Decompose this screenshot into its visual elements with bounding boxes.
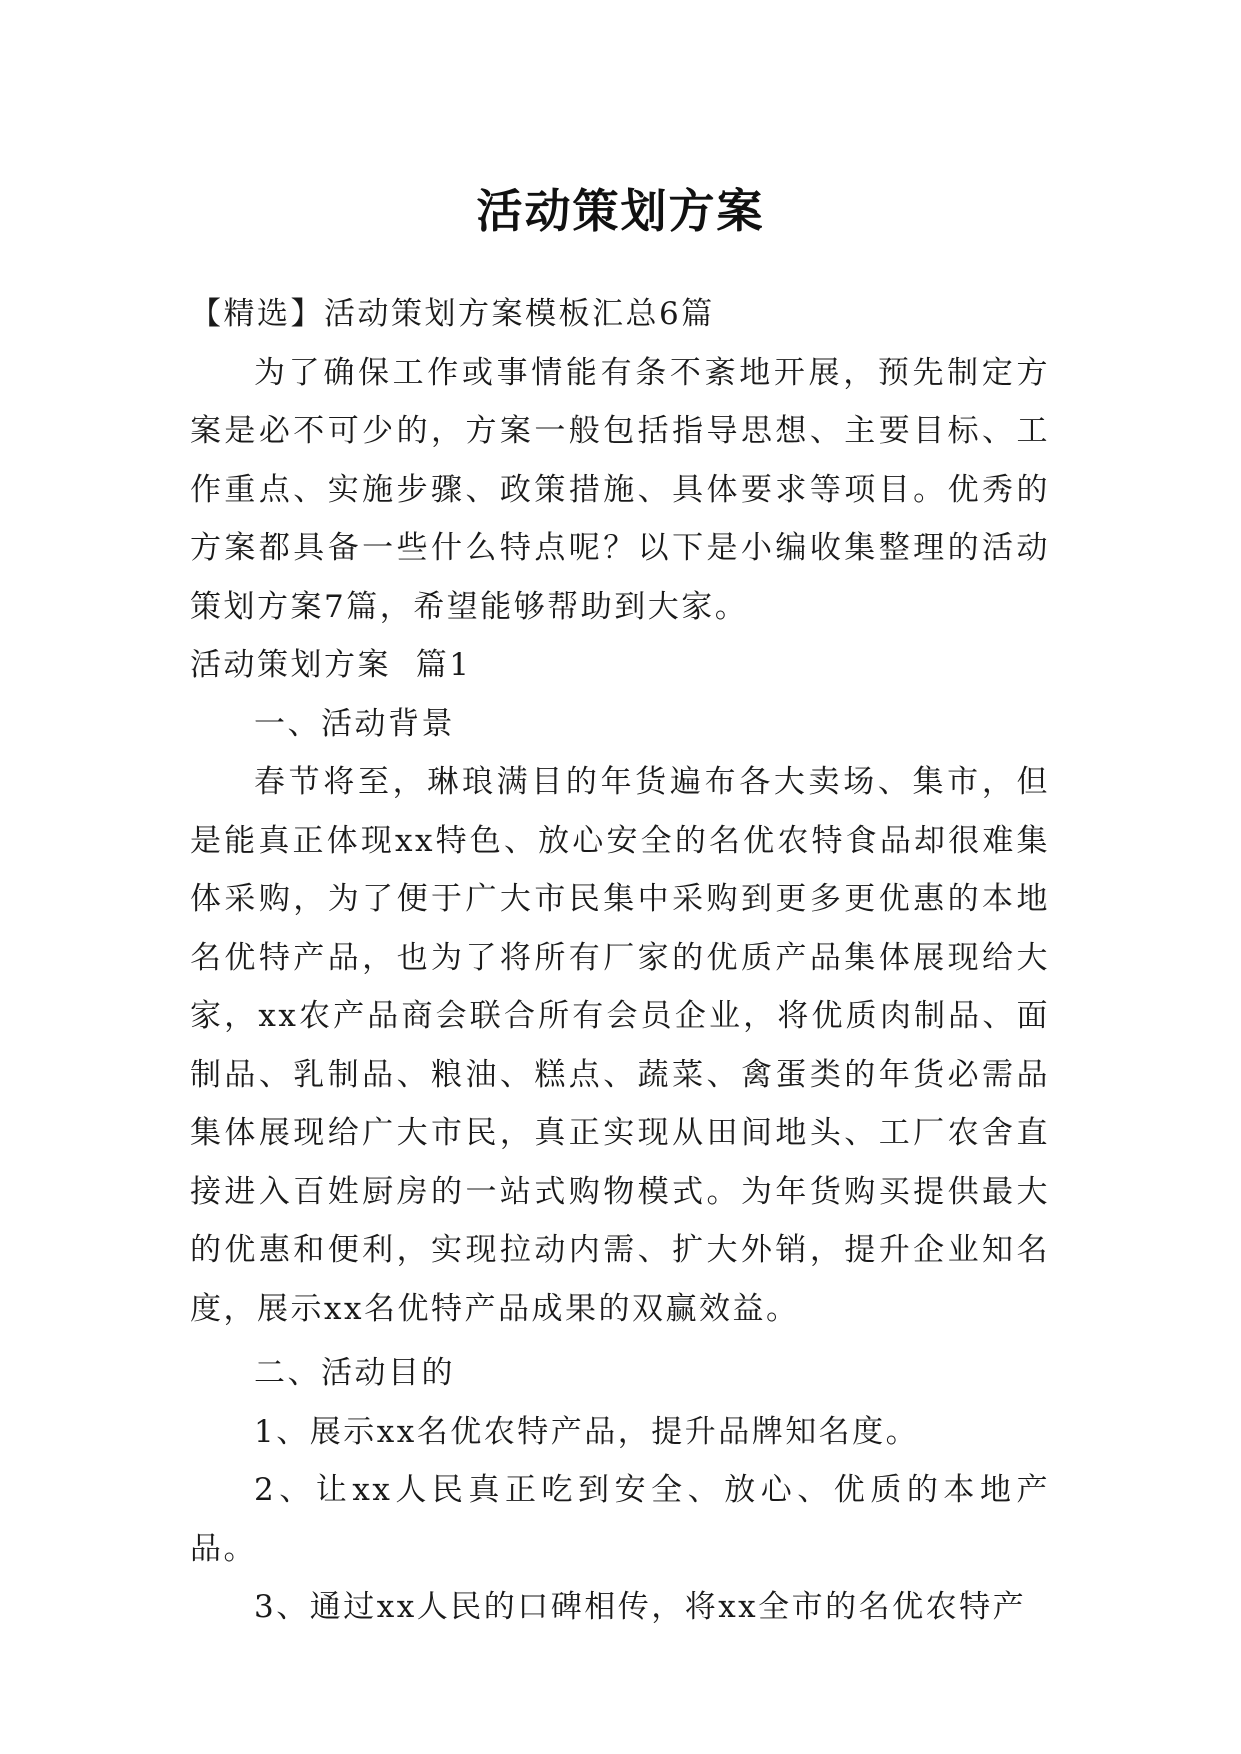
purpose-item: 1、展示xx名优农特产品，提升品牌知名度。	[254, 1413, 920, 1450]
intro-paragraph: 为了确保工作或事情能有条不紊地开展，预先制定方案是必不可少的，方案一般包括指导思想、主要目标、工作重点、实施步骤、政策措施、具体要求等项目。优秀的方案都具备一些什么特点呢？以下是小编收集整理的活动策划方案7篇，希望能够帮助到大家。	[190, 354, 1050, 625]
document-body	[190, 285, 1050, 1637]
section-heading-purpose: 二、活动目的	[254, 1355, 455, 1391]
document-title: 活动策划方案	[476, 183, 765, 238]
purpose-item: 2、让xx人民真正吃到安全、放心、优质的本地产品。	[190, 1472, 1050, 1567]
document-subtitle: 【精选】活动策划方案模板汇总6篇	[190, 296, 715, 332]
part-heading: 活动策划方案 篇1	[190, 647, 472, 683]
background-paragraph: 春节将至，琳琅满目的年货遍布各大卖场、集市，但是能真正体现xx特色、放心安全的名优农特食品却很难集体采购，为了便于广大市民集中采购到更多更优惠的本地名优特产品，也为了将所有厂家的优质产品集体展现给大家，xx农产品商会联合所有会员企业，将优质肉制品、面制品、乳制品、粮油、糕点、蔬菜、禽蛋类的年货必需品集体展现给广大市民，真正实现从田间地头、工厂农舍直接进入百姓厨房的一站式购物模式。为年货购买提供最大的优惠和便利，实现拉动内需、扩大外销，提升企业知名度，展示xx名优特产品成果的双赢效益。	[190, 764, 1050, 1327]
purpose-item: 3、通过xx人民的口碑相传，将xx全市的名优农特产	[254, 1589, 1027, 1625]
section-heading-background: 一、活动背景	[254, 705, 455, 742]
